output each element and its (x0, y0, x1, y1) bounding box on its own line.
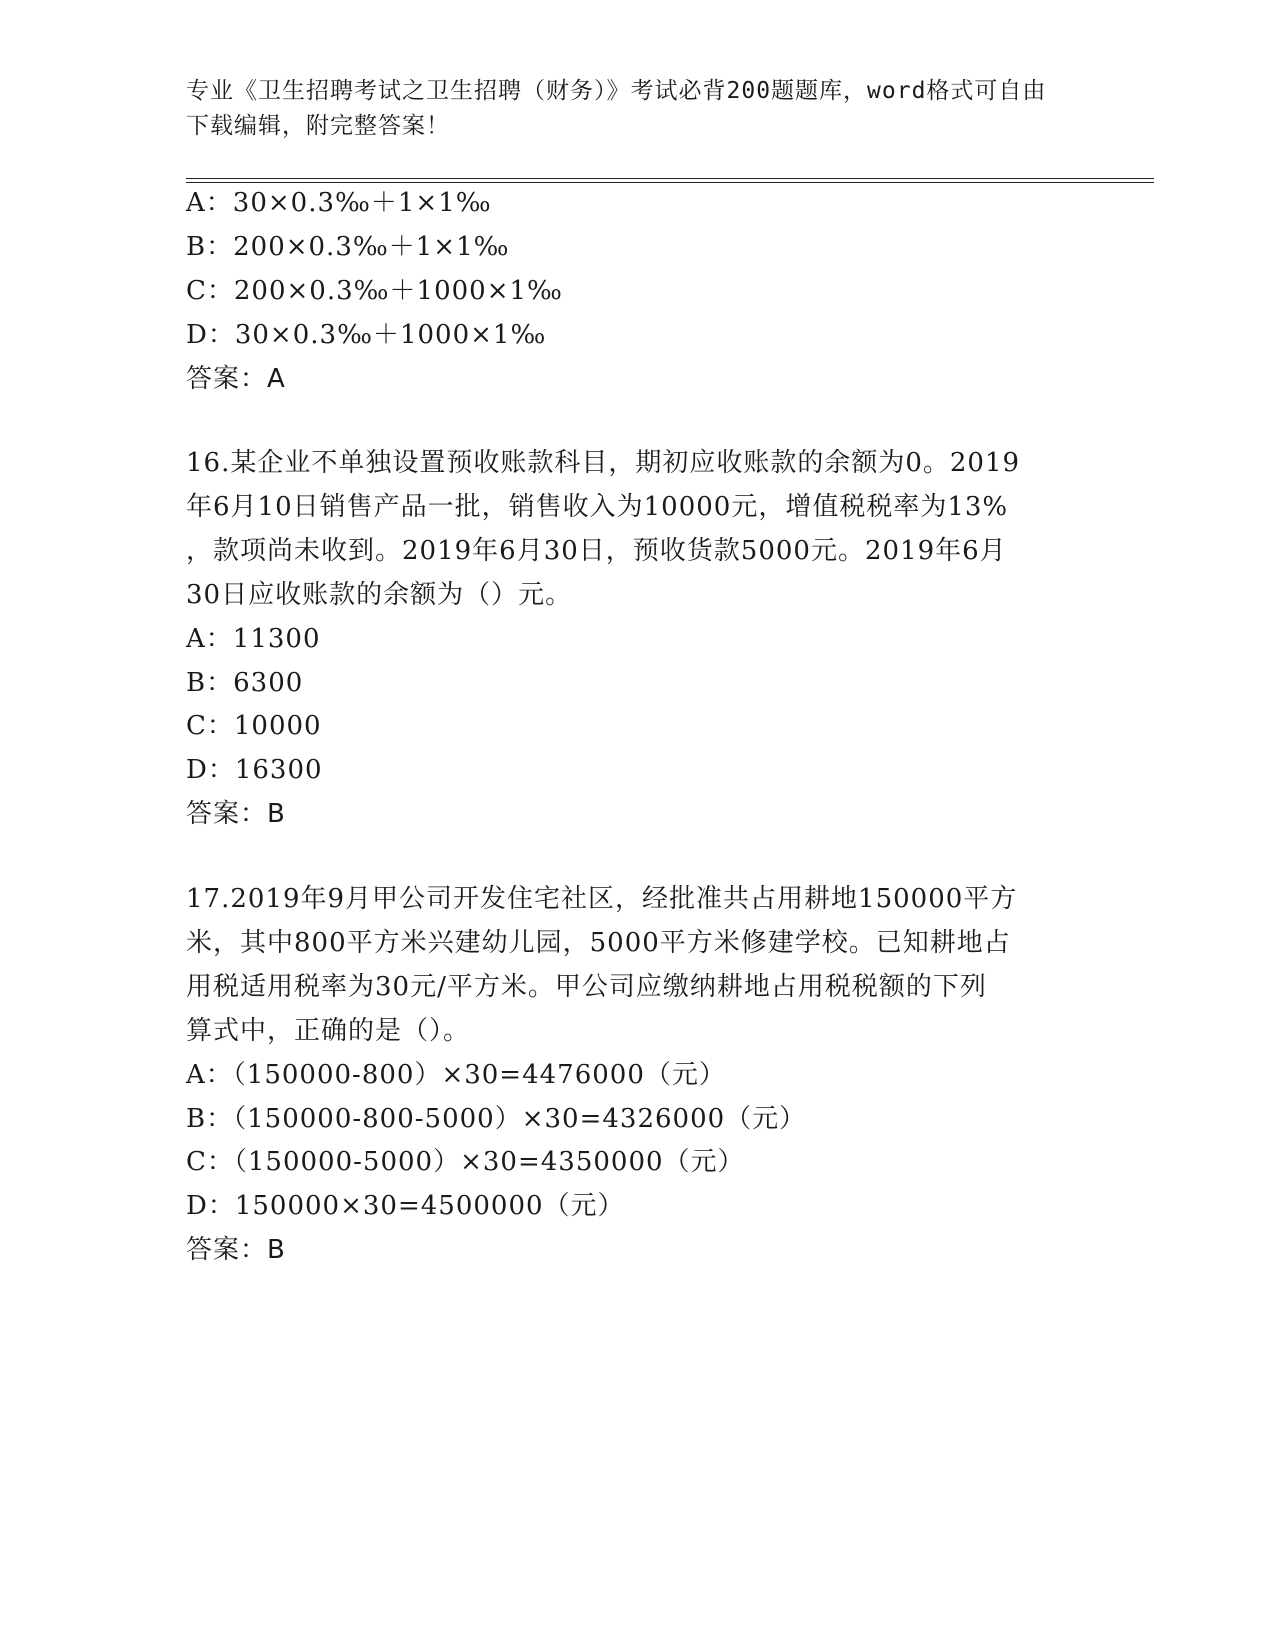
question-16-option-b: B：6300 (186, 668, 304, 698)
answer: 答案：A (186, 364, 286, 394)
question-16-line-3: ，款项尚未收到。2019年6月30日，预收货款5000元。2019年6月 (186, 536, 1007, 566)
question-17-line-4: 算式中，正确的是（）。 (186, 1016, 471, 1046)
question-16-option-d: D：16300 (186, 755, 323, 785)
option-b: B：200×0.3‰＋1×1‰ (186, 232, 510, 262)
question-17-line-2: 米，其中800平方米兴建幼儿园，5000平方米修建学校。已知耕地占 (186, 928, 1011, 958)
question-17-line-1: 17.2019年9月甲公司开发住宅社区，经批准共占用耕地150000平方 (186, 884, 1018, 914)
question-17-option-b: B：（150000-800-5000）×30=4326000（元） (186, 1104, 807, 1134)
option-d: D：30×0.3‰＋1000×1‰ (186, 320, 547, 350)
header-divider-top (186, 178, 1154, 179)
question-16-line-4: 30日应收账款的余额为（）元。 (186, 580, 573, 610)
header-divider-bottom (186, 182, 1154, 183)
question-16-line-2: 年6月10日销售产品一批，销售收入为10000元，增值税税率为13% (186, 492, 1009, 522)
question-16-line-1: 16.某企业不单独设置预收账款科目，期初应收账款的余额为0。2019 (186, 448, 1021, 478)
question-16-answer: 答案：B (186, 799, 286, 829)
question-17-line-3: 用税适用税率为30元/平方米。甲公司应缴纳耕地占用税税额的下列 (186, 972, 987, 1002)
question-16-option-c: C：10000 (186, 711, 322, 741)
option-a: A：30×0.3‰＋1×1‰ (186, 188, 492, 218)
question-17-option-c: C：（150000-5000）×30=4350000（元） (186, 1147, 745, 1177)
question-17-option-d: D：150000×30=4500000（元） (186, 1191, 625, 1221)
option-c: C：200×0.3‰＋1000×1‰ (186, 276, 563, 306)
document-header: 专业《卫生招聘考试之卫生招聘（财务）》考试必背200题题库，word格式可自由下载编辑，附完整答案！ (186, 78, 1047, 139)
question-17-answer: 答案：B (186, 1235, 286, 1265)
question-17-option-a: A：（150000-800）×30=4476000（元） (186, 1060, 726, 1090)
question-16-option-a: A：11300 (186, 624, 321, 654)
